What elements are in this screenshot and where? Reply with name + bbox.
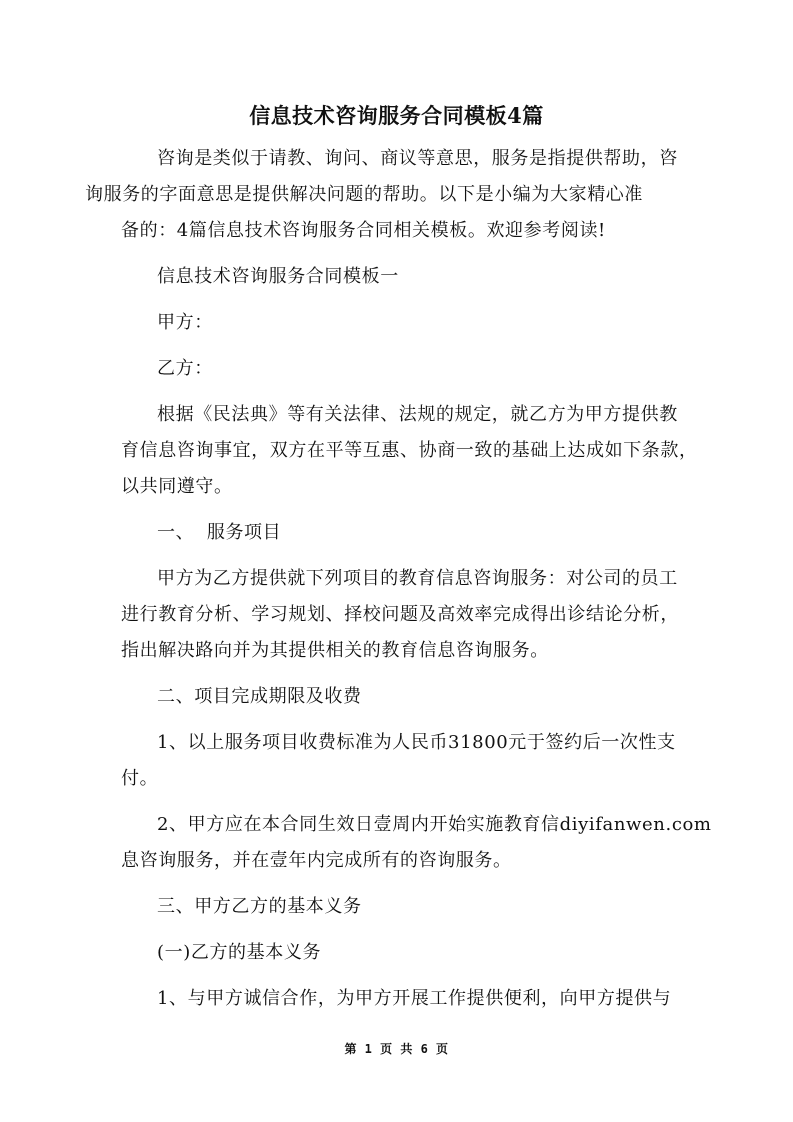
paragraph-line: (一)乙方的基本义务 (157, 942, 322, 963)
section-heading (121, 515, 675, 551)
paragraph-intro (85, 141, 678, 249)
paragraph-line: 备的：4篇信息技术咨询服务合同相关模板。欢迎参考阅读! (121, 220, 606, 241)
paragraph-line: 根据《民法典》等有关法律、法规的规定，就乙方为甲方提供教 (157, 404, 678, 425)
document-title: 信息技术咨询服务合同模板4篇 (249, 103, 544, 128)
paragraph-line: 1、以上服务项目收费标准为人民币31800元于签约后一次性支 (157, 732, 676, 753)
paragraph-line: 一、 服务项目 (157, 522, 282, 543)
paragraph-line: 询服务的字面意思是提供解决问题的帮助。以下是小编为大家精心准 (85, 184, 643, 205)
paragraph-line: 乙方： (157, 358, 213, 379)
section-heading (121, 889, 675, 925)
paragraph-line: 甲方为乙方提供就下列项目的教育信息咨询服务：对公司的员工 (157, 568, 678, 589)
party-a-label (121, 305, 675, 341)
page-number-footer: 第 1 页 共 6 页 (344, 1042, 449, 1056)
paragraph-line: 进行教育分析、学习规划、择校问题及高效率完成得出诊结论分析， (121, 604, 679, 625)
subsection-heading (121, 935, 675, 971)
paragraph-line: 咨询是类似于请教、询问、商议等意思，服务是指提供帮助，咨 (157, 148, 678, 169)
paragraph-line: 信息技术咨询服务合同模板一 (157, 266, 399, 287)
paragraph-line: 息咨询服务，并在壹年内完成所有的咨询服务。 (121, 850, 512, 871)
section-heading (121, 259, 675, 295)
paragraph-preamble (121, 397, 698, 505)
paragraph-line: 指出解决路向并为其提供相关的教育信息咨询服务。 (121, 640, 549, 661)
paragraph-service-items (121, 561, 679, 669)
paragraph-line: 以共同遵守。 (121, 476, 233, 497)
paragraph-line: 1、与甲方诚信合作，为甲方开展工作提供便利，向甲方提供与 (157, 988, 672, 1009)
paragraph-line: 付。 (121, 768, 159, 789)
paragraph-clause-term (121, 807, 712, 879)
paragraph-line: 育信息咨询事宜，双方在平等互惠、协商一致的基础上达成如下条款， (121, 440, 698, 461)
paragraph-line: 甲方： (157, 312, 213, 333)
paragraph-line: 2、甲方应在本合同生效日壹周内开始实施教育信diyifanwen.com (157, 814, 712, 835)
paragraph-line: 三、甲方乙方的基本义务 (157, 896, 362, 917)
document-body (85, 141, 712, 1017)
paragraph-line: 二、项目完成期限及收费 (157, 686, 362, 707)
party-b-label (121, 351, 675, 387)
section-heading (121, 679, 675, 715)
paragraph-clause-fee (121, 725, 675, 797)
paragraph-clause-obligation (121, 981, 675, 1017)
